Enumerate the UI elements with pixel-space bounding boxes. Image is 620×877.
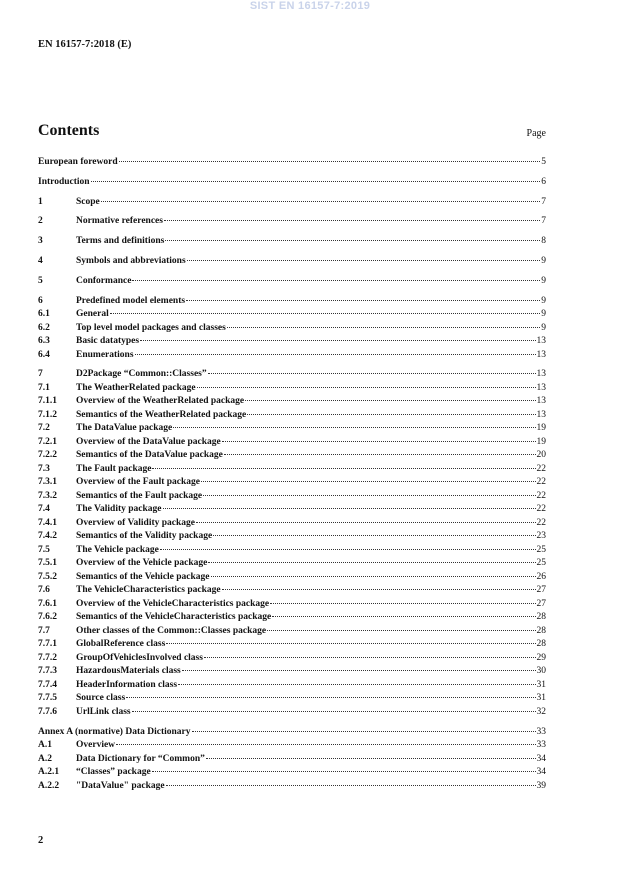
- toc-entry-title: Predefined model elements: [76, 295, 186, 306]
- toc-entry-page: 31: [536, 693, 546, 704]
- toc-entry-number: 7.7.1: [38, 639, 57, 650]
- toc-entry-number: 5: [38, 275, 43, 286]
- toc-entry-number: 1: [38, 196, 43, 207]
- toc-entry-number: 7.4.1: [38, 517, 57, 528]
- toc-entry-title: The VehicleCharacteristics package: [76, 585, 221, 596]
- toc-entry[interactable]: [38, 368, 546, 382]
- toc-entry-number: 4: [38, 255, 43, 266]
- toc-entry[interactable]: [38, 780, 546, 794]
- toc-dot-leader: [116, 744, 535, 745]
- toc-dot-leader: [192, 731, 536, 732]
- toc-dot-leader: [222, 441, 536, 442]
- toc-entry-title: "DataValue" package: [76, 780, 165, 791]
- toc-entry[interactable]: [38, 463, 546, 477]
- toc-dot-leader: [206, 758, 536, 759]
- toc-entry[interactable]: [38, 395, 546, 409]
- toc-entry[interactable]: [38, 349, 546, 363]
- toc-entry-number: 7.6.1: [38, 598, 57, 609]
- toc-entry-page: 27: [536, 585, 546, 596]
- toc-entry-number: 7.2: [38, 423, 50, 434]
- toc-entry-number: 7.6: [38, 585, 50, 596]
- toc-entry-title: HeaderInformation class: [76, 679, 178, 690]
- toc-dot-leader: [160, 549, 536, 550]
- toc-entry-number: 6.4: [38, 349, 50, 360]
- toc-entry-page: 29: [536, 652, 546, 663]
- toc-dot-leader: [163, 508, 536, 509]
- toc-entry-page: 6: [541, 176, 546, 187]
- toc-entry-page: 13: [536, 369, 546, 380]
- toc-dot-leader: [204, 657, 536, 658]
- toc-dot-leader: [140, 340, 535, 341]
- toc-entry[interactable]: [38, 611, 546, 625]
- toc-entry-title: Semantics of the Validity package: [76, 531, 213, 542]
- toc-entry-title: Normative references: [76, 216, 163, 227]
- toc-entry-number: 7.7.4: [38, 679, 57, 690]
- toc-entry[interactable]: [38, 706, 546, 720]
- toc-entry[interactable]: [38, 176, 546, 190]
- toc-dot-leader: [110, 313, 541, 314]
- toc-entry-number: 7.1.1: [38, 396, 57, 407]
- table-of-contents: [38, 156, 546, 793]
- toc-entry-number: 7: [38, 369, 43, 380]
- toc-entry[interactable]: [38, 503, 546, 517]
- toc-entry-title: Terms and definitions: [76, 236, 165, 247]
- toc-entry[interactable]: [38, 638, 546, 652]
- toc-dot-leader: [187, 260, 541, 261]
- toc-entry-number: 6.2: [38, 322, 50, 333]
- toc-entry-number: 3: [38, 236, 43, 247]
- toc-dot-leader: [166, 785, 536, 786]
- toc-entry-number: 7.3: [38, 463, 50, 474]
- toc-entry[interactable]: [38, 322, 546, 336]
- toc-dot-leader: [119, 161, 541, 162]
- toc-entry[interactable]: [38, 753, 546, 767]
- toc-dot-leader: [152, 771, 536, 772]
- toc-entry[interactable]: [38, 476, 546, 490]
- toc-entry-title: Semantics of the DataValue package: [76, 450, 223, 461]
- toc-entry-number: A.2.2: [38, 780, 60, 791]
- toc-dot-leader: [166, 643, 535, 644]
- toc-dot-leader: [126, 697, 535, 698]
- watermark: SIST EN 16157-7:2019: [249, 0, 371, 12]
- toc-entry[interactable]: [38, 571, 546, 585]
- toc-entry-title: Overview of the DataValue package: [76, 436, 221, 447]
- toc-dot-leader: [267, 630, 535, 631]
- toc-entry-number: 7.7.3: [38, 666, 57, 677]
- toc-entry-page: 25: [536, 544, 546, 555]
- toc-entry-number: 7.1: [38, 382, 50, 393]
- toc-entry[interactable]: [38, 255, 546, 269]
- toc-entry-title: HazardousMaterials class: [76, 666, 181, 677]
- toc-entry-page: 9: [541, 309, 546, 320]
- toc-entry-number: A.2: [38, 753, 52, 764]
- toc-entry-page: 22: [536, 490, 546, 501]
- toc-entry-title: Semantics of the Vehicle package: [76, 571, 210, 582]
- toc-entry[interactable]: [38, 517, 546, 531]
- toc-entry-page: 8: [541, 236, 546, 247]
- toc-dot-leader: [208, 562, 535, 563]
- toc-entry-number: 6: [38, 295, 43, 306]
- toc-entry-page: 20: [536, 450, 546, 461]
- toc-entry[interactable]: [38, 679, 546, 693]
- toc-entry-title: GlobalReference class: [76, 639, 166, 650]
- toc-entry-title: “Classes” package: [76, 767, 151, 778]
- page-column-label: Page: [526, 128, 546, 139]
- toc-entry-number: 7.7: [38, 625, 50, 636]
- toc-entry[interactable]: [38, 692, 546, 706]
- toc-entry-page: 28: [536, 639, 546, 650]
- toc-entry-title: General: [76, 309, 109, 320]
- toc-entry-number: 7.7.2: [38, 652, 57, 663]
- toc-entry-title: Overview: [76, 740, 116, 751]
- toc-entry-page: 13: [536, 349, 546, 360]
- toc-dot-leader: [213, 535, 535, 536]
- toc-dot-leader: [178, 684, 535, 685]
- toc-entry[interactable]: [38, 335, 546, 349]
- toc-entry-title: Other classes of the Common::Classes package: [76, 625, 267, 636]
- toc-entry-title: The WeatherRelated package: [76, 382, 196, 393]
- toc-dot-leader: [165, 240, 540, 241]
- toc-entry-number: 7.4: [38, 504, 50, 515]
- toc-entry-title: Basic datatypes: [76, 336, 140, 347]
- toc-dot-leader: [196, 522, 535, 523]
- toc-dot-leader: [186, 300, 540, 301]
- toc-entry-number: 7.4.2: [38, 531, 57, 542]
- toc-dot-leader: [132, 280, 540, 281]
- toc-dot-leader: [132, 711, 536, 712]
- toc-entry-number: 7.5.1: [38, 558, 57, 569]
- toc-entry-title: Symbols and abbreviations: [76, 255, 186, 266]
- toc-entry[interactable]: [38, 308, 546, 322]
- toc-entry-number: 7.5.2: [38, 571, 57, 582]
- toc-entry[interactable]: [38, 382, 546, 396]
- toc-entry-number: A.2.1: [38, 767, 60, 778]
- toc-entry-title: Introduction: [38, 176, 90, 187]
- toc-dot-leader: [152, 468, 535, 469]
- toc-entry-page: 32: [536, 706, 546, 717]
- toc-entry-page: 9: [541, 275, 546, 286]
- toc-dot-leader: [247, 414, 535, 415]
- toc-entry-number: 7.2.2: [38, 450, 57, 461]
- toc-entry[interactable]: [38, 196, 546, 210]
- toc-entry-title: Data Dictionary for “Common”: [76, 753, 205, 764]
- toc-entry-page: 27: [536, 598, 546, 609]
- toc-entry-number: 7.7.5: [38, 693, 57, 704]
- toc-dot-leader: [224, 454, 536, 455]
- toc-entry-page: 22: [536, 504, 546, 515]
- toc-entry-page: 9: [541, 322, 546, 333]
- toc-entry-number: 7.7.6: [38, 706, 57, 717]
- toc-entry[interactable]: [38, 490, 546, 504]
- toc-entry[interactable]: [38, 544, 546, 558]
- toc-entry-page: 34: [536, 753, 546, 764]
- toc-entry-page: 33: [536, 726, 546, 737]
- toc-entry-title: Overview of Validity package: [76, 517, 196, 528]
- toc-dot-leader: [201, 481, 535, 482]
- toc-entry-page: 34: [536, 767, 546, 778]
- toc-entry-title: The Validity package: [76, 504, 162, 515]
- toc-entry-title: Overview of the Vehicle package: [76, 558, 208, 569]
- toc-entry-page: 23: [536, 531, 546, 542]
- contents-title: Contents: [38, 122, 100, 139]
- toc-entry-page: 26: [536, 571, 546, 582]
- toc-entry-page: 39: [536, 780, 546, 791]
- toc-dot-leader: [135, 354, 536, 355]
- toc-entry-page: 7: [541, 196, 546, 207]
- toc-entry-page: 28: [536, 625, 546, 636]
- toc-entry-title: The DataValue package: [76, 423, 173, 434]
- toc-entry-number: 7.3.1: [38, 477, 57, 488]
- toc-entry-title: European foreword: [38, 157, 118, 167]
- toc-entry-page: 22: [536, 463, 546, 474]
- toc-entry-page: 28: [536, 612, 546, 623]
- toc-entry-number: A.1: [38, 740, 52, 751]
- toc-entry-page: 7: [541, 216, 546, 227]
- toc-entry[interactable]: [38, 598, 546, 612]
- toc-entry[interactable]: [38, 275, 546, 289]
- toc-entry[interactable]: [38, 449, 546, 463]
- toc-entry-title: Conformance: [76, 275, 132, 286]
- toc-entry-title: Semantics of the WeatherRelated package: [76, 409, 247, 420]
- toc-entry-page: 13: [536, 336, 546, 347]
- toc-entry-number: 7.1.2: [38, 409, 57, 420]
- toc-dot-leader: [227, 327, 540, 328]
- toc-dot-leader: [101, 201, 541, 202]
- toc-dot-leader: [272, 616, 535, 617]
- toc-dot-leader: [182, 670, 536, 671]
- toc-entry-page: 25: [536, 558, 546, 569]
- toc-entry-page: 13: [536, 382, 546, 393]
- toc-entry-title: Top level model packages and classes: [76, 322, 226, 333]
- toc-entry[interactable]: [38, 422, 546, 436]
- toc-dot-leader: [164, 220, 540, 221]
- toc-dot-leader: [270, 603, 535, 604]
- toc-entry-title: D2Package “Common::Classes”: [76, 369, 207, 380]
- toc-entry[interactable]: [38, 726, 546, 740]
- toc-dot-leader: [197, 387, 536, 388]
- toc-entry-page: 22: [536, 517, 546, 528]
- toc-entry-title: The Fault package: [76, 463, 152, 474]
- toc-entry-title: Overview of the WeatherRelated package: [76, 396, 245, 407]
- toc-entry-title: Overview of the VehicleCharacteristics package: [76, 598, 270, 609]
- page-number: 2: [38, 835, 44, 846]
- toc-entry-number: 7.6.2: [38, 612, 57, 623]
- toc-entry[interactable]: [38, 625, 546, 639]
- toc-entry-page: 31: [536, 679, 546, 690]
- toc-entry-page: 9: [541, 295, 546, 306]
- toc-dot-leader: [208, 373, 536, 374]
- toc-entry-page: 9: [541, 255, 546, 266]
- toc-entry-title: Annex A (normative) Data Dictionary: [38, 726, 191, 737]
- toc-entry-title: UrlLink class: [76, 706, 131, 717]
- toc-dot-leader: [91, 181, 541, 182]
- toc-entry-page: 19: [536, 423, 546, 434]
- toc-entry-page: 5: [541, 157, 546, 167]
- toc-entry-number: 7.2.1: [38, 436, 57, 447]
- toc-entry-page: 19: [536, 436, 546, 447]
- toc-entry-page: 13: [536, 409, 546, 420]
- toc-entry-title: Source class: [76, 693, 126, 704]
- toc-entry[interactable]: [38, 235, 546, 249]
- toc-dot-leader: [211, 576, 536, 577]
- toc-entry-number: 6.3: [38, 336, 50, 347]
- toc-entry[interactable]: [38, 739, 546, 753]
- toc-entry[interactable]: [38, 295, 546, 309]
- toc-entry[interactable]: [38, 215, 546, 229]
- toc-entry-number: 2: [38, 216, 43, 227]
- toc-entry-title: The Vehicle package: [76, 544, 159, 555]
- toc-entry-title: Semantics of the VehicleCharacteristics package: [76, 612, 272, 623]
- toc-dot-leader: [173, 427, 535, 428]
- toc-entry-number: 6.1: [38, 309, 50, 320]
- toc-entry[interactable]: [38, 409, 546, 423]
- toc-entry-number: 7.5: [38, 544, 50, 555]
- toc-dot-leader: [222, 589, 536, 590]
- toc-entry-number: 7.3.2: [38, 490, 57, 501]
- toc-entry-title: GroupOfVehiclesInvolved class: [76, 652, 203, 663]
- toc-entry[interactable]: [38, 652, 546, 666]
- toc-entry-title: Scope: [76, 196, 100, 207]
- toc-entry[interactable]: [38, 156, 546, 170]
- toc-dot-leader: [203, 495, 535, 496]
- document-id: EN 16157-7:2018 (E): [38, 39, 132, 50]
- toc-entry[interactable]: [38, 436, 546, 450]
- toc-entry-title: Overview of the Fault package: [76, 477, 201, 488]
- toc-entry[interactable]: [38, 530, 546, 544]
- toc-entry-page: 33: [536, 740, 546, 751]
- toc-entry-page: 22: [536, 477, 546, 488]
- toc-entry[interactable]: [38, 584, 546, 598]
- toc-entry[interactable]: [38, 665, 546, 679]
- toc-entry[interactable]: [38, 557, 546, 571]
- toc-entry-title: Semantics of the Fault package: [76, 490, 203, 501]
- toc-entry[interactable]: [38, 766, 546, 780]
- toc-dot-leader: [245, 400, 535, 401]
- toc-entry-title: Enumerations: [76, 349, 134, 360]
- toc-entry-page: 13: [536, 396, 546, 407]
- toc-entry-page: 30: [536, 666, 546, 677]
